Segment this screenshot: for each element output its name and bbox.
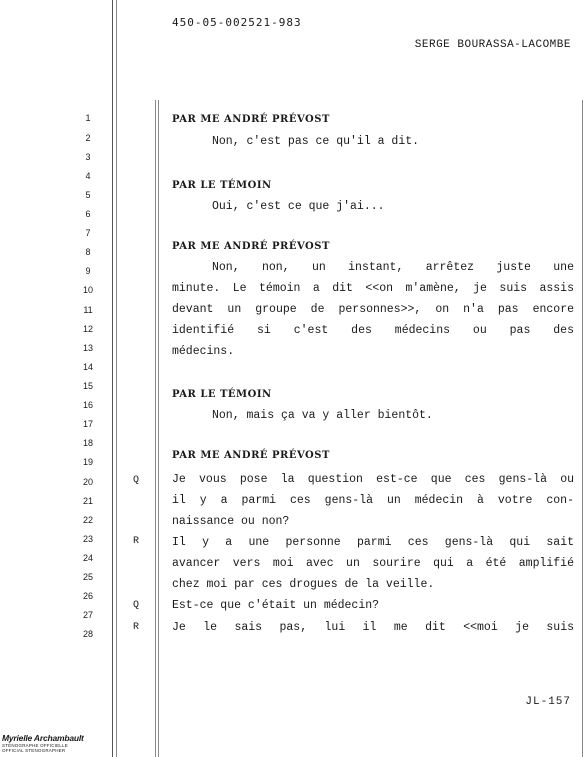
line-number: 23: [82, 534, 93, 544]
transcript-line: Non, mais ça va y aller bientôt.: [212, 409, 433, 422]
transcript-line: Non, non, un instant, arrêtez juste une: [212, 261, 574, 274]
line-number: 20: [82, 477, 93, 487]
transcript-line: Je le sais pas, lui il me dit <<moi je suis: [172, 621, 574, 634]
line-number: 5: [85, 190, 91, 200]
line-number: 24: [82, 553, 93, 563]
transcript-line: il y a parmi ces gens-là un médecin à votre con-: [172, 494, 574, 507]
speaker-heading: PAR LE TÉMOIN: [172, 389, 272, 400]
file-number: 450-05-002521-983: [172, 16, 302, 29]
line-number: 16: [82, 400, 93, 410]
answer-marker: R: [132, 536, 139, 547]
speaker-heading: PAR ME ANDRÉ PRÉVOST: [172, 450, 330, 461]
line-number: 28: [82, 629, 93, 639]
line-number: 21: [82, 496, 93, 506]
transcript-line: identifié si c'est des médecins ou pas des: [172, 324, 574, 337]
line-number: 22: [82, 515, 93, 525]
logo-name: Myrielle Archambault: [2, 733, 84, 743]
transcript-line: médecins.: [172, 345, 235, 358]
transcript-line: Il y a une personne parmi ces gens-là qui sait: [172, 536, 574, 549]
transcript-line: Je vous pose la question est-ce que ces gens-là ou: [172, 473, 574, 486]
transcript-line: chez moi par ces drogues de la veille.: [172, 578, 435, 591]
line-number: 18: [82, 438, 93, 448]
line-number: 3: [85, 152, 91, 162]
question-marker: Q: [132, 475, 139, 486]
line-number: 8: [85, 247, 91, 257]
line-number: 4: [85, 171, 91, 181]
margin-rule-outer-left-2: [116, 0, 117, 757]
line-number: 12: [82, 324, 93, 334]
page-reference: JL-157: [525, 696, 571, 708]
transcript-line: devant un groupe de personnes>>, on n'a pas encore: [172, 303, 574, 316]
line-number: 17: [82, 419, 93, 429]
logo-subtitle-fr: STÉNOGRAPHE OFFICIELLE: [2, 743, 68, 748]
transcript-line: Oui, c'est ce que j'ai...: [212, 200, 385, 213]
question-marker: Q: [132, 600, 139, 611]
transcript-line: naissance ou non?: [172, 515, 290, 528]
line-number: 10: [82, 285, 93, 295]
line-number: 27: [82, 610, 93, 620]
transcript-line: minute. Le témoin a dit <<on m'amène, je suis assis: [172, 282, 574, 295]
speaker-heading: PAR ME ANDRÉ PRÉVOST: [172, 114, 330, 125]
line-number: 1: [85, 113, 91, 123]
line-number: 9: [85, 266, 91, 276]
line-number: 13: [82, 343, 93, 353]
transcript-line: avancer vers moi avec un sourire qui a été amplifié: [172, 557, 574, 570]
line-number: 19: [82, 457, 93, 467]
line-number: 14: [82, 362, 93, 372]
margin-rule-inner-left-2: [158, 100, 159, 757]
answer-marker: R: [132, 622, 139, 633]
speaker-heading: PAR ME ANDRÉ PRÉVOST: [172, 241, 330, 252]
logo-subtitle-en: OFFICIAL STENOGRAPHER: [2, 748, 66, 753]
margin-rule-inner-left: [155, 100, 156, 757]
line-number: 25: [82, 572, 93, 582]
margin-rule-right: [582, 100, 583, 757]
speaker-heading: PAR LE TÉMOIN: [172, 180, 272, 191]
line-number: 11: [83, 305, 93, 315]
line-number: 7: [85, 228, 91, 238]
line-number: 2: [85, 133, 91, 143]
line-number: 26: [82, 591, 93, 601]
line-number: 6: [85, 209, 91, 219]
transcript-line: Est-ce que c'était un médecin?: [172, 599, 380, 612]
transcript-line: Non, c'est pas ce qu'il a dit.: [212, 135, 420, 148]
stenographer-logo: [2, 733, 88, 753]
margin-rule-outer-left: [112, 0, 113, 757]
line-number: 15: [82, 381, 93, 391]
witness-name: SERGE BOURASSA-LACOMBE: [414, 39, 571, 51]
